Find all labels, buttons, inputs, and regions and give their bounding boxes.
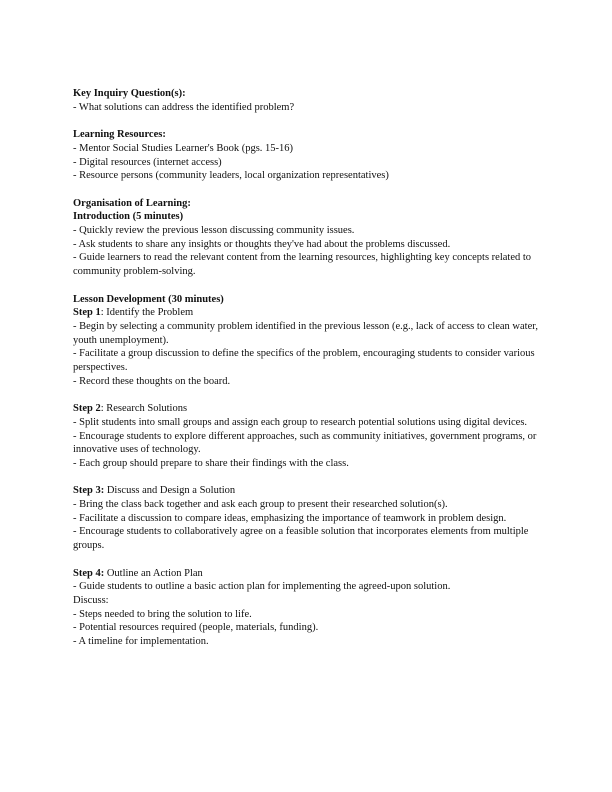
step-4-item: Discuss:	[73, 594, 109, 606]
introduction-heading: Introduction (5 minutes)	[73, 211, 184, 223]
introduction-item: - Guide learners to read the relevant content from the learning resources, highlighting key concepts related to community problem-solving.	[73, 252, 532, 278]
introduction-item: - Quickly review the previous lesson discussing community issues.	[73, 225, 355, 236]
key-inquiry-heading: Key Inquiry Question(s):	[73, 88, 186, 99]
step-1-item: - Facilitate a group discussion to define the specifics of the problem, encouraging students to consider various perspectives.	[73, 348, 535, 374]
learning-resources-heading: Learning Resources:	[73, 129, 166, 141]
organisation-heading: Organisation of Learning:	[73, 197, 191, 209]
step-1-item: - Record these thoughts on the board.	[73, 375, 231, 387]
step-1-label: Step 1	[73, 307, 101, 319]
step-4-title-text: Outline an Action Plan	[104, 567, 203, 579]
step-2-label: Step 2	[73, 403, 101, 415]
resource-item: - Resource persons (community leaders, local organization representatives)	[73, 170, 389, 182]
organisation-section	[73, 197, 543, 279]
lesson-development-section	[73, 293, 543, 389]
step-3-title	[73, 484, 543, 498]
lesson-development-heading: Lesson Development (30 minutes)	[73, 293, 224, 305]
resource-item: - Mentor Social Studies Learner's Book (pgs. 15-16)	[73, 142, 294, 154]
step-4-section	[73, 567, 543, 649]
key-inquiry-section	[73, 87, 543, 114]
learning-resources-section	[73, 128, 543, 183]
introduction-item: - Ask students to share any insights or thoughts they've had about the problems discussed.	[73, 238, 451, 250]
step-2-item: - Encourage students to explore different approaches, such as community initiatives, government programs, or innovative uses of technology.	[73, 430, 537, 456]
key-inquiry-line: - What solutions can address the identified problem?	[73, 101, 295, 113]
lesson-plan-page	[73, 87, 543, 662]
step-4-label: Step 4:	[73, 567, 105, 579]
step-4-item: - Potential resources required (people, materials, funding).	[73, 622, 319, 634]
step-2-section	[73, 402, 543, 471]
step-2-item: - Split students into small groups and assign each group to research potential solutions using digital devices.	[73, 416, 528, 428]
step-3-label: Step 3:	[73, 485, 105, 497]
step-2-title-text: : Research Solutions	[100, 403, 188, 415]
step-1-title	[73, 306, 543, 320]
step-4-item: - Guide students to outline a basic action plan for implementing the agreed-upon solution.	[73, 581, 451, 593]
step-1-title-text: : Identify the Problem	[100, 307, 194, 319]
step-4-title	[73, 567, 543, 581]
step-3-item: - Facilitate a discussion to compare ideas, emphasizing the importance of teamwork in problem design.	[73, 512, 507, 524]
step-2-title	[73, 402, 543, 416]
step-4-item: - Steps needed to bring the solution to life.	[73, 608, 252, 620]
resource-item: - Digital resources (internet access)	[73, 156, 222, 168]
step-3-section	[73, 484, 543, 553]
step-3-item: - Bring the class back together and ask each group to present their researched solution(s).	[73, 499, 448, 511]
step-3-item: - Encourage students to collaboratively agree on a feasible solution that incorporates elements from multiple groups.	[73, 526, 529, 552]
step-2-item: - Each group should prepare to share their findings with the class.	[73, 457, 349, 469]
step-3-title-text: Discuss and Design a Solution	[104, 485, 236, 497]
step-4-item: - A timeline for implementation.	[73, 636, 209, 648]
step-1-item: - Begin by selecting a community problem identified in the previous lesson (e.g., lack of access to clean water, youth unemployment).	[73, 320, 538, 346]
